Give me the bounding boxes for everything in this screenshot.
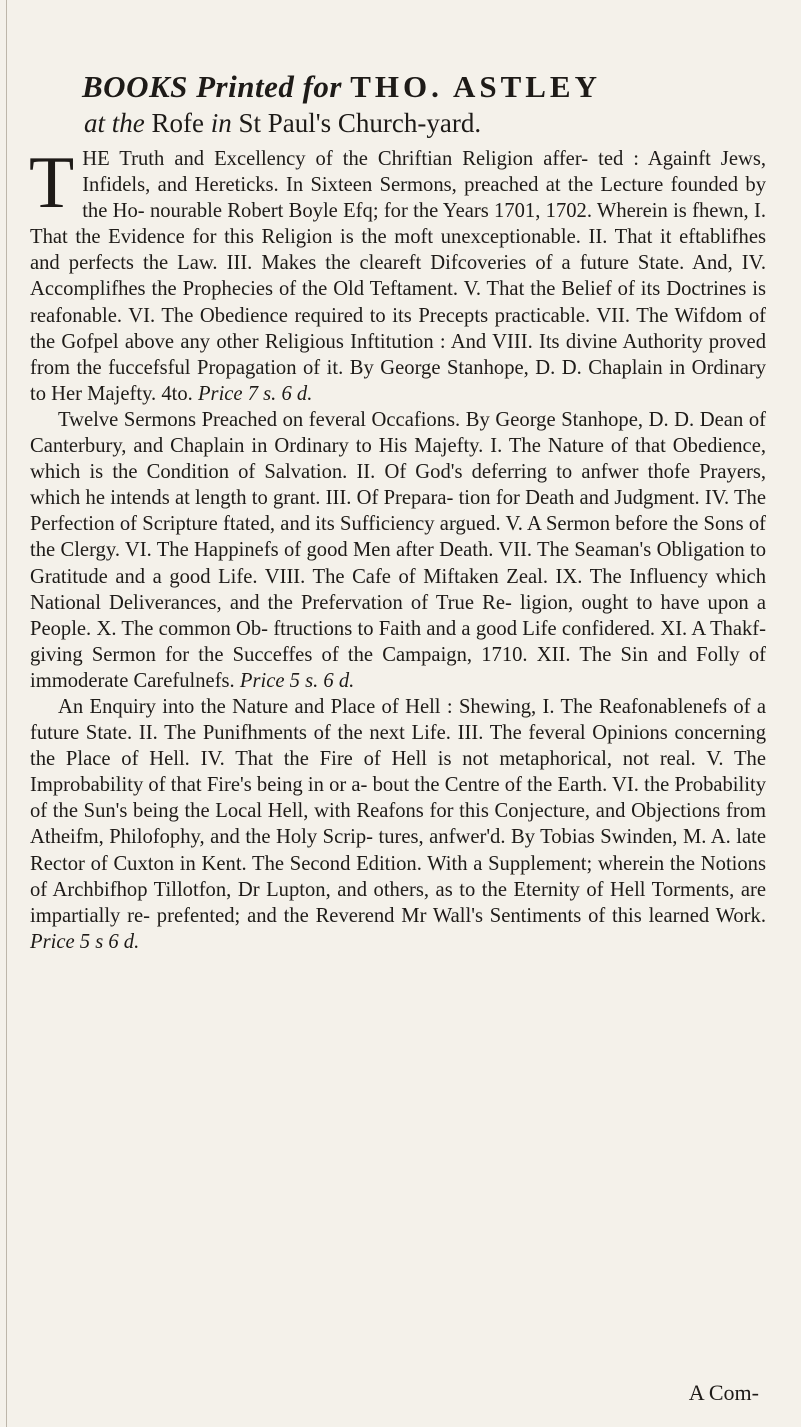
header-printed: Printed [196,69,295,104]
header-books: BOOKS [82,69,188,104]
entry-text: Twelve Sermons Preached on feveral Occafions. By George Stanhope, D. D. Dean of Canterbury, and Chaplain in Ordinary to His Majefty. I. The Nature of that Obedience, which is the Condition of Salvation. II. Of God's deferring to anfwer thofe Prayers, which he intends at length to grant. III. Of Prepara- tion for Death and Judgment. IV. The Perfection of Scripture ftated, and its Sufficiency argued. V. A Sermon before the Sons of the Clergy. VI. The Happinefs of good Men after Death. VII. The Seaman's Obligation to Gratitude and a good Life. VIII. The Cafe of Miftaken Zeal. IX. The Influency which National Deliverances, and the Prefervation of True Re- ligion, ought to have upon a People. X. The common Ob- ftructions to Faith and a good Life confidered. XI. A Thakf- giving Sermon for the Succeffes of the Campaign, 1710. XII. The Sin and Folly of immoderate Carefulnefs. [30,408,766,692]
header-publisher: THO. ASTLEY [350,69,601,104]
header-at: at the [84,108,145,138]
page-header [82,68,772,140]
entry-stanhope-sermons [30,407,766,694]
entry-price: Price 5 s. 6 d. [239,669,355,692]
entry-swinden-hell [30,694,766,955]
header-place: Rofe [151,108,204,138]
entry-stanhope-truth [29,142,766,407]
header-church: St Paul's Church-yard. [238,108,482,138]
header-for: for [302,69,342,104]
drop-cap: T [29,142,75,224]
entry-text: HE Truth and Excellency of the Chriftian Religion affer- ted : Againft Jews, Infidels, and Hereticks. In Sixteen Sermons, preached at the Lecture founded by the Ho- nourable Robert Boyle Efq; for the Years 1701, 1702. Wherein is fhewn, I. That the Evidence for this Religion is the moft unexceptionable. II. That it eftablifhes and perfects the Law. III. Makes the cleareft Difcoveries of a future State. And, IV. Accomplifhes the Prophecies of the Old Teftament. V. That the Belief of its Doctrines is reafonable. VI. The Obedience required to its Precepts practicable. VII. The Wifdom of the Gofpel above any other Religious Inftitution : And VIII. Its divine Authority proved from the fuccefsful Propagation of it. By George Stanhope, D. D. Chaplain in Ordinary to Her Majefty. 4to. [30,148,766,405]
advertisement-body [29,142,766,955]
catchword: A Com- [688,1380,759,1405]
entry-price: Price 7 s. 6 d. [197,382,313,405]
entry-text: An Enquiry into the Nature and Place of Hell : Shewing, I. The Reafonablenefs of a future State. II. The Punifhments of the next Life. III. The feveral Opinions concerning the Place of Hell. IV. That the Fire of Hell is not metaphorical, not real. V. The Improbability of that Fire's being in or a- bout the Centre of the Earth. VI. the Probability of the Sun's being the Local Hell, with Reafons for this Conjecture, and Objections from Atheifm, Philofophy, and the Holy Scrip- tures, anfwer'd. By Tobias Swinden, M. A. late Rector of Cuxton in Kent. The Second Edition. With a Supplement; wherein the Notions of Archbifhop Tillotfon, Dr Lupton, and others, as to the Eternity of Hell Torments, are impartially re- prefented; and the Reverend Mr Wall's Sentiments of this learned Work. [30,695,766,927]
page-edge-line [6,0,7,1427]
header-line-2 [84,106,772,140]
entry-price: Price 5 s 6 d. [30,930,140,953]
header-line-1 [82,68,772,106]
header-in: in [210,108,232,138]
